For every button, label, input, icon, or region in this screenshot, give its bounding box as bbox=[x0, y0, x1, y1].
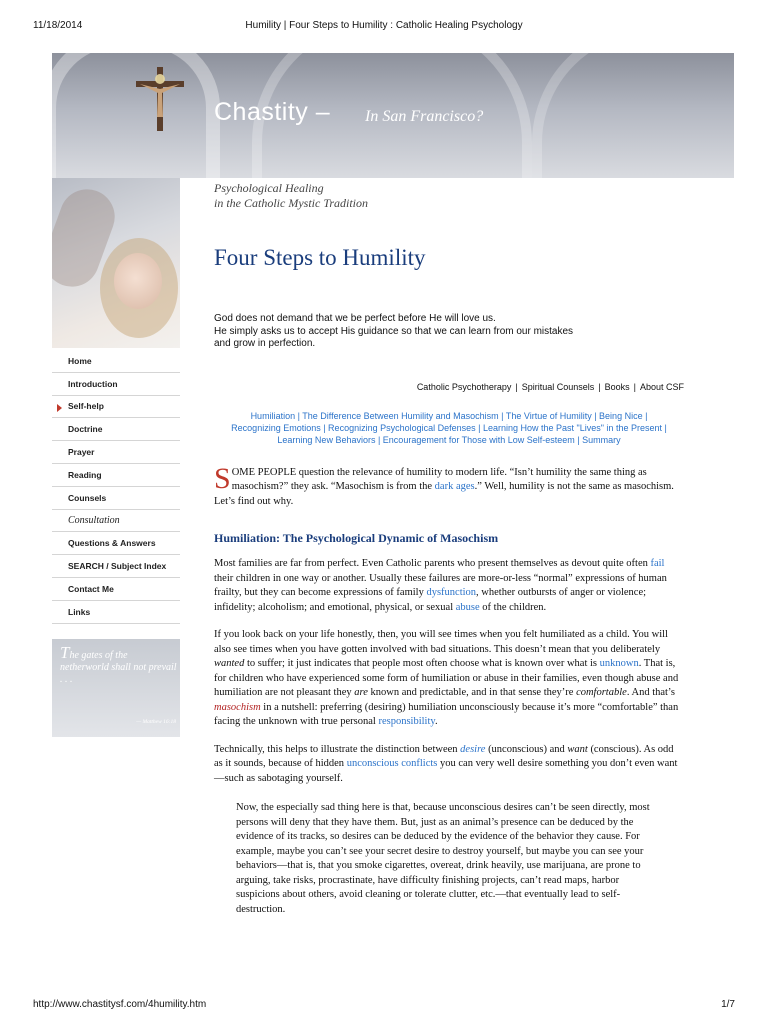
sidebar-nav bbox=[52, 350, 180, 624]
link-separator: | bbox=[598, 381, 601, 392]
paragraph-text: If you look back on your life honestly, then, you will see times when you felt humiliated as a child. You will also see times when you have gotten involved with bad situations. This doesn’t mean that you deliberately bbox=[214, 629, 668, 655]
paragraph-text: Technically, this helps to illustrate the distinction between bbox=[214, 743, 461, 755]
main-content bbox=[214, 178, 694, 917]
paragraph-text: their children in one way or another. Usually these failures are more-or-less “normal” expressions of human frailty, but they can become expressions of family bbox=[214, 572, 667, 598]
paragraph-text: (conscious). As odd as it sounds, because of hidden bbox=[214, 743, 674, 769]
nav-item-introduction[interactable] bbox=[52, 373, 180, 396]
top-link-about-csf[interactable]: About CSF bbox=[639, 381, 684, 392]
nav-item-contact-me[interactable] bbox=[52, 578, 180, 601]
top-link-books[interactable]: Books bbox=[604, 381, 630, 392]
table-of-contents bbox=[214, 410, 684, 446]
lead-text: .” Well, humility is not the same as masochism. Let’s find out why. bbox=[214, 481, 674, 507]
link-masochism[interactable]: masochism bbox=[214, 701, 261, 713]
link-abuse[interactable]: abuse bbox=[455, 601, 480, 613]
nav-item-search-subject-index[interactable] bbox=[52, 555, 180, 578]
nav-item-questions-answers-label[interactable]: Questions & Answers bbox=[68, 538, 156, 549]
intro-text bbox=[214, 313, 694, 351]
site-title[interactable]: Chastity – bbox=[214, 98, 331, 126]
paragraph-text: to suffer; it just indicates that people most often choose what is known over what is bbox=[244, 658, 600, 669]
emphasis-text: wanted bbox=[214, 658, 245, 669]
nav-item-contact-me-label[interactable]: Contact Me bbox=[68, 583, 114, 594]
paragraph-desire-want bbox=[214, 743, 684, 787]
emphasis-text: are bbox=[354, 687, 368, 698]
toc-line[interactable]: Learning New Behaviors | Encouragement for Those with Low Self-esteem | Summary bbox=[277, 434, 621, 445]
tagline-line: Psychological Healing bbox=[214, 181, 324, 195]
nav-item-self-help-label[interactable]: Self-help bbox=[68, 401, 104, 412]
crucifix-icon[interactable] bbox=[132, 67, 188, 131]
print-header bbox=[0, 0, 768, 34]
nav-item-links-label[interactable]: Links bbox=[68, 606, 91, 617]
intro-line: He simply asks us to accept His guidance so that we can learn from our mistakes bbox=[214, 325, 574, 337]
indented-quote-paragraph: Now, the especially sad thing here is that, because unconscious desires can’t be seen directly, most persons will deny that they have them. But, just as an animal’s presence can be deduced by the evidence of its tracks, so desires can be deduced by the evidence of the behavior they cause. For example, maybe you can’t see your secret desire to destroy yourself, but maybe you can see your behaviors—that is, that you smoke cigarettes, overeat, drink heavily, use marijuana, are prone to arguing, take risks, procrastinate, have difficulty finishing projects, can’t read maps, harbor suspicions about others, avoid cleaning or tolerate clutter, etc.—that eventually lead to self-destruction. bbox=[236, 802, 650, 915]
link-unknown[interactable]: unknown bbox=[599, 658, 639, 669]
nav-item-doctrine-label[interactable]: Doctrine bbox=[68, 424, 103, 435]
print-doc-title: Humility | Four Steps to Humility : Catholic Healing Psychology bbox=[245, 20, 523, 31]
print-page-number: 1/7 bbox=[721, 999, 735, 1010]
site-banner bbox=[52, 53, 734, 178]
link-unconscious-conflicts[interactable]: unconscious conflicts bbox=[346, 758, 438, 769]
section-heading: Humiliation: The Psychological Dynamic of Masochism bbox=[214, 531, 499, 545]
paragraph-text: in a nutshell: preferring (desiring) humiliation unconsciously because it’s more “comfortable” than facing the unknown with true personal bbox=[214, 701, 679, 727]
paragraph-text: of the children. bbox=[479, 601, 547, 613]
site-page bbox=[52, 53, 734, 998]
toc-line[interactable]: Recognizing Emotions | Recognizing Psychological Defenses | Learning How the Past "Lives" in the Present | bbox=[231, 422, 667, 433]
scripture-quote-initial: T bbox=[60, 643, 70, 662]
nav-item-questions-answers[interactable] bbox=[52, 532, 180, 555]
paragraph-families bbox=[214, 557, 684, 615]
tagline-line: in the Catholic Mystic Tradition bbox=[214, 196, 368, 210]
nav-item-links[interactable] bbox=[52, 601, 180, 624]
nav-item-search-subject-index-label[interactable]: SEARCH / Subject Index bbox=[68, 561, 167, 572]
top-link-catholic-psychotherapy[interactable]: Catholic Psychotherapy bbox=[416, 381, 512, 392]
print-date: 11/18/2014 bbox=[33, 20, 83, 31]
lead-text: OME PEOPLE question the relevance of humility to modern life. “Isn’t humility the same thing as masochism?” they ask. “Masochism is from the bbox=[231, 466, 647, 492]
nav-item-home-label[interactable]: Home bbox=[68, 355, 92, 366]
drop-cap: S bbox=[214, 461, 231, 495]
side-artwork bbox=[52, 178, 180, 348]
print-url: http://www.chastitysf.com/4humility.htm bbox=[33, 999, 207, 1010]
toc-line[interactable]: Humiliation | The Difference Between Humility and Masochism | The Virtue of Humility | Being Nice | bbox=[250, 410, 648, 421]
nav-item-reading[interactable] bbox=[52, 464, 180, 487]
link-dysfunction[interactable]: dysfunction bbox=[426, 587, 477, 598]
nav-item-reading-label[interactable]: Reading bbox=[68, 469, 102, 480]
link-desire[interactable]: desire bbox=[460, 743, 486, 755]
nav-item-consultation[interactable] bbox=[52, 510, 180, 533]
site-subtitle: In San Francisco? bbox=[365, 108, 484, 125]
paragraph-text: , whether outbursts of anger or violence; infidelity; alcoholism; and emotional, physical, or sexual bbox=[214, 587, 647, 613]
paragraph-text: . And that’s bbox=[626, 687, 675, 698]
top-links bbox=[214, 382, 684, 392]
nav-item-doctrine[interactable] bbox=[52, 418, 180, 441]
scripture-quote-panel bbox=[52, 639, 180, 737]
paragraph-text: known and predictable, and in that sense they’re bbox=[367, 687, 577, 698]
tagline bbox=[214, 181, 694, 211]
scripture-quote bbox=[60, 643, 178, 686]
lead-paragraph bbox=[214, 461, 684, 510]
link-separator: | bbox=[633, 381, 636, 392]
paragraph-text: Most families are far from perfect. Even Catholic parents who present themselves as devout quite often bbox=[214, 558, 651, 569]
link-fail[interactable]: fail bbox=[650, 558, 665, 569]
nav-item-counsels[interactable] bbox=[52, 487, 180, 510]
nav-item-prayer[interactable] bbox=[52, 441, 180, 464]
print-footer bbox=[0, 994, 768, 1024]
paragraph-text: (unconscious) and bbox=[485, 743, 568, 755]
nav-item-self-help[interactable] bbox=[52, 396, 180, 419]
banner-arch-decoration bbox=[532, 53, 734, 178]
artwork-face-shape bbox=[114, 253, 162, 309]
page-title: Four Steps to Humility bbox=[214, 245, 426, 270]
scripture-citation: — Matthew 16:18 bbox=[136, 719, 176, 725]
paragraph-text: . bbox=[434, 716, 438, 727]
nav-item-prayer-label[interactable]: Prayer bbox=[68, 447, 95, 458]
link-dark-ages[interactable]: dark ages bbox=[434, 481, 475, 492]
link-responsibility[interactable]: responsibility bbox=[378, 716, 435, 727]
scripture-quote-text: he gates of the netherworld shall not prevail . . . bbox=[60, 650, 177, 685]
emphasis-text: comfortable bbox=[576, 687, 627, 698]
link-separator: | bbox=[515, 381, 518, 392]
intro-line: and grow in perfection. bbox=[214, 338, 316, 349]
nav-item-home[interactable] bbox=[52, 350, 180, 373]
intro-line: God does not demand that we be perfect before He will love us. bbox=[214, 313, 496, 324]
nav-item-counsels-label[interactable]: Counsels bbox=[68, 492, 107, 503]
paragraph-look-back bbox=[214, 628, 684, 730]
paragraph-text: you can very well desire something you don’t even want—such as sabotaging yourself. bbox=[214, 758, 678, 784]
top-link-spiritual-counsels[interactable]: Spiritual Counsels bbox=[521, 381, 595, 392]
paragraph-text: . That is, for children who have experienced some form of humiliation or abuse in their families, even though abuse and humiliation are not pleasant they bbox=[214, 658, 679, 698]
emphasis-text: want bbox=[567, 743, 588, 755]
nav-item-consultation-label[interactable]: Consultation bbox=[68, 514, 120, 526]
nav-item-introduction-label[interactable]: Introduction bbox=[68, 378, 118, 389]
